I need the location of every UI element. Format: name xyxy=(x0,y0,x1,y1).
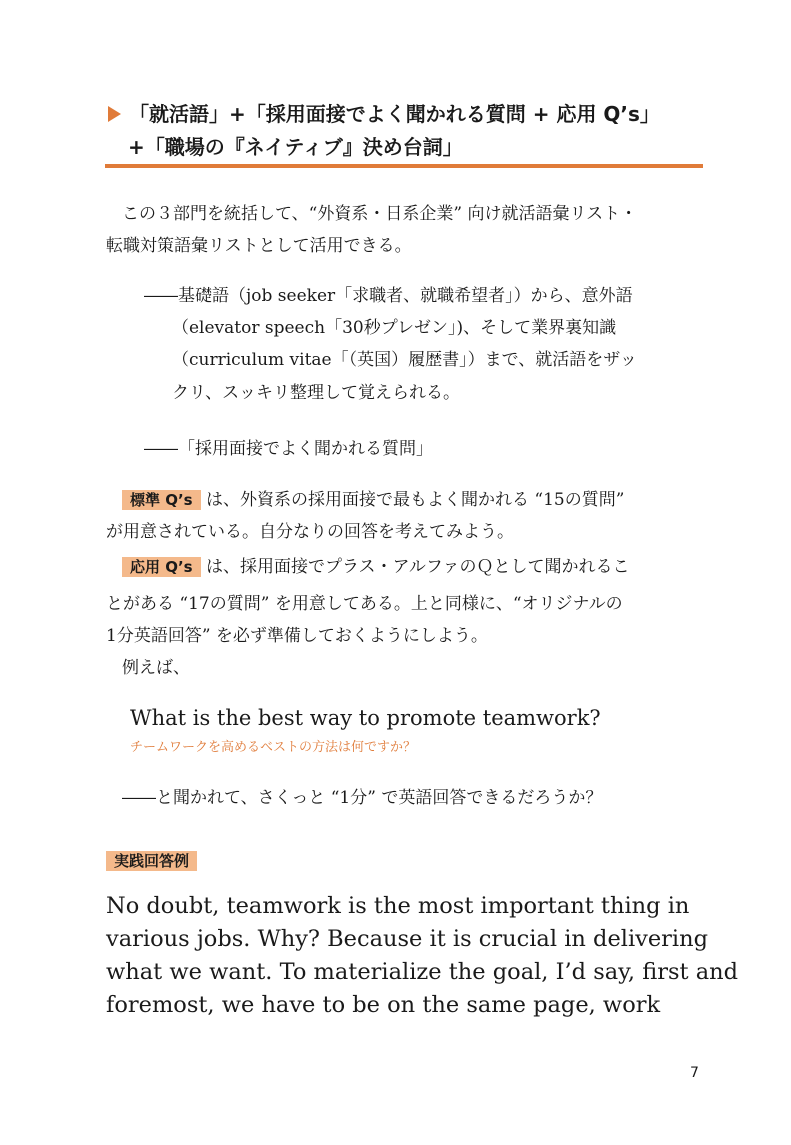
example-question-en: What is the best way to promote teamwork? xyxy=(130,706,601,730)
intro-line-2: 転職対策語彙リストとして活用できる。 xyxy=(106,236,412,256)
answer-line: what we want. To materialize the goal, I’d say, first and xyxy=(106,959,738,985)
page-number: 7 xyxy=(690,1065,699,1081)
triangle-bullet-icon xyxy=(108,106,121,122)
basic-line-2: （elevator speech「30秒プレゼン」)、そして業界裏知識 xyxy=(172,318,617,338)
applied-line-1-text: は、採用面接でプラス・アルファのＱとして聞かれるこ xyxy=(206,557,630,577)
intro-line-1: この３部門を統括して、“外資系・日系企業” 向け就活語彙リスト・ xyxy=(122,204,638,224)
example-followup: ――と聞かれて、さくっと “1分” で英語回答できるだろうか？ xyxy=(122,788,603,808)
basic-line-3: （curriculum vitae「（英国）履歴書」）まで、就活語をザッ xyxy=(172,350,637,370)
standard-line-1 xyxy=(122,484,624,516)
applied-line-4: 例えば、 xyxy=(122,658,190,678)
basic-line-1: ――基礎語（job seeker「求職者、就職希望者」）から、意外語 xyxy=(144,286,633,306)
standard-qs-tag: 標準 Q’s xyxy=(122,490,201,510)
basic-line-4: クリ、スッキリ整理して覚えられる。 xyxy=(172,383,460,403)
practice-tag-wrapper xyxy=(106,850,197,871)
heading-line-2: +「職場の『ネイティブ』決め台詞」 xyxy=(128,135,463,159)
section-heading xyxy=(108,98,708,164)
applied-line-1 xyxy=(122,551,630,583)
standard-line-1-text: は、外資系の採用面接で最もよく聞かれる “15の質問” xyxy=(206,490,625,510)
answer-line: various jobs. Why? Because it is crucial in delivering xyxy=(106,926,709,952)
heading-line-1-text: 「就活語」+「採用面接でよく聞かれる質問 + 応用 Q’s」 xyxy=(129,102,660,126)
example-question-jp: チームワークを高めるベストの方法は何ですか？ xyxy=(130,740,417,755)
interview-heading: ――「採用面接でよく聞かれる質問」 xyxy=(144,439,433,459)
standard-line-2: が用意されている。自分なりの回答を考えてみよう。 xyxy=(106,522,514,542)
answer-line: foremost, we have to be on the same page, work xyxy=(106,992,661,1018)
heading-line-1 xyxy=(108,98,708,131)
answer-line: No doubt, teamwork is the most important thing in xyxy=(106,893,690,919)
practice-tag: 実践回答例 xyxy=(106,851,197,871)
heading-divider xyxy=(105,164,703,168)
applied-line-2: とがある “17の質問” を用意してある。上と同様に、“オリジナルの xyxy=(106,594,623,614)
practice-answer xyxy=(106,890,738,1022)
applied-qs-tag: 応用 Q’s xyxy=(122,557,201,577)
applied-line-3: 1分英語回答” を必ず準備しておくようにしよう。 xyxy=(106,626,488,646)
